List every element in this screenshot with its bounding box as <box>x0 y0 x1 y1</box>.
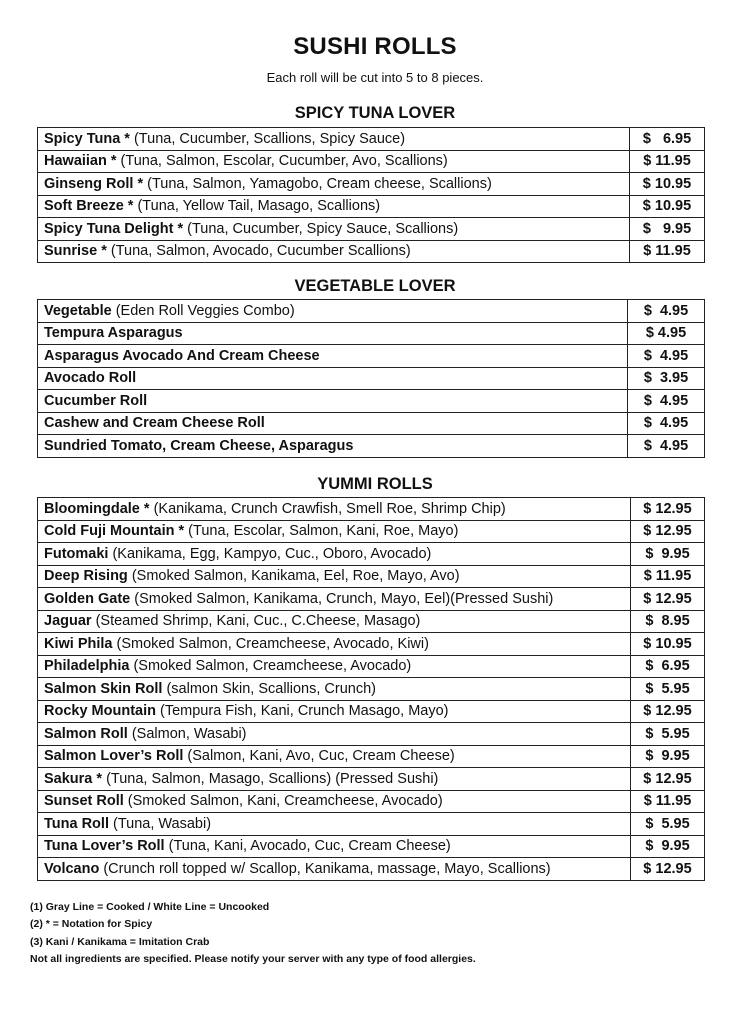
menu-item-ingredients: (Smoked Salmon, Creamcheese, Avocado) <box>129 658 412 675</box>
menu-item-name: Futomaki <box>44 545 109 562</box>
menu-item-ingredients: (Smoked Salmon, Kani, Creamcheese, Avocado) <box>123 793 443 810</box>
menu-item-row <box>38 390 705 413</box>
menu-item-price: $ 11.95 <box>631 565 705 588</box>
menu-item-ingredients: (Smoked Salmon, Creamcheese, Avocado, Kiwi) <box>112 635 429 652</box>
menu-item-price: $ 11.95 <box>630 240 705 263</box>
menu-item-row <box>38 412 705 435</box>
menu-item-price: $ 12.95 <box>631 498 705 521</box>
menu-item-row <box>38 322 705 345</box>
menu-item-row <box>38 790 705 813</box>
menu-item-row <box>38 128 705 151</box>
menu-item-price: $ 10.95 <box>630 195 705 218</box>
menu-item-price: $ 10.95 <box>630 173 705 196</box>
menu-item-price: $ 12.95 <box>631 700 705 723</box>
menu-table-vegetable-lover <box>37 299 705 458</box>
menu-item-name: Jaguar <box>44 613 92 630</box>
menu-item-description-cell <box>38 240 630 263</box>
menu-item-row <box>38 435 705 458</box>
menu-item-name: Avocado Roll <box>44 370 137 387</box>
menu-item-price: $ 5.95 <box>631 678 705 701</box>
menu-item-row <box>38 218 705 241</box>
menu-item-ingredients: (Smoked Salmon, Kanikama, Crunch, Mayo, Eel)(Pressed Sushi) <box>130 590 554 607</box>
menu-item-price: $ 11.95 <box>630 150 705 173</box>
menu-item-description-cell <box>38 700 631 723</box>
menu-item-ingredients: (Tuna, Salmon, Masago, Scallions) (Pressed Sushi) <box>102 770 439 787</box>
menu-table-yummi-rolls <box>37 497 705 881</box>
menu-item-ingredients: (Salmon, Wasabi) <box>127 725 247 742</box>
menu-item-name: Cold Fuji Mountain * <box>44 523 185 540</box>
menu-item-price: $ 4.95 <box>628 435 705 458</box>
menu-item-row <box>38 723 705 746</box>
menu-item-name: Tempura Asparagus <box>44 325 183 342</box>
menu-item-description-cell <box>38 655 631 678</box>
menu-item-name: Salmon Skin Roll <box>44 680 163 697</box>
menu-item-row <box>38 300 705 323</box>
menu-item-description-cell <box>38 543 631 566</box>
menu-item-price: $ 9.95 <box>631 835 705 858</box>
menu-item-name: Cucumber Roll <box>44 392 148 409</box>
menu-item-name: Kiwi Phila <box>44 635 113 652</box>
menu-item-name: Salmon Roll <box>44 725 128 742</box>
menu-item-description-cell <box>38 520 631 543</box>
menu-item-description-cell <box>38 173 630 196</box>
footnote-cooked: (1) Gray Line = Cooked / White Line = Uncooked <box>30 901 270 913</box>
menu-item-description-cell <box>38 412 628 435</box>
menu-item-price: $ 4.95 <box>628 322 705 345</box>
menu-item-name: Volcano <box>44 860 100 877</box>
footnotes <box>30 899 476 968</box>
menu-item-ingredients: (Tuna, Cucumber, Spicy Sauce, Scallions) <box>183 220 459 237</box>
menu-item-name: Bloomingdale * <box>44 500 150 517</box>
menu-item-row <box>38 240 705 263</box>
menu-item-price: $ 9.95 <box>631 745 705 768</box>
menu-item-ingredients: (Crunch roll topped w/ Scallop, Kanikama, massage, Mayo, Scallions) <box>99 860 551 877</box>
menu-item-description-cell <box>38 723 631 746</box>
menu-item-price: $ 4.95 <box>628 300 705 323</box>
menu-item-description-cell <box>38 678 631 701</box>
menu-item-description-cell <box>38 745 631 768</box>
menu-item-price: $ 9.95 <box>631 543 705 566</box>
menu-item-name: Golden Gate <box>44 590 131 607</box>
menu-table-spicy-tuna-lover <box>37 127 705 263</box>
menu-item-ingredients: (Tuna, Escolar, Salmon, Kani, Roe, Mayo) <box>184 523 459 540</box>
menu-item-row <box>38 700 705 723</box>
menu-item-ingredients: (Tuna, Salmon, Avocado, Cucumber Scallions) <box>106 243 411 260</box>
menu-item-name: Soft Breeze * <box>44 198 134 215</box>
menu-item-ingredients: (Smoked Salmon, Kanikama, Eel, Roe, Mayo, Avo) <box>127 568 460 585</box>
menu-item-description-cell <box>38 300 628 323</box>
menu-item-description-cell <box>38 128 630 151</box>
menu-item-description-cell <box>38 367 628 390</box>
menu-item-price: $ 3.95 <box>628 367 705 390</box>
menu-item-row <box>38 150 705 173</box>
menu-item-price: $ 4.95 <box>628 345 705 368</box>
menu-item-name: Philadelphia <box>44 658 130 675</box>
menu-item-ingredients: (Tuna, Yellow Tail, Masago, Scallions) <box>133 198 381 215</box>
menu-item-ingredients: (salmon Skin, Scallions, Crunch) <box>162 680 376 697</box>
menu-item-ingredients: (Tuna, Salmon, Escolar, Cucumber, Avo, Scallions) <box>116 153 448 170</box>
menu-item-price: $ 12.95 <box>631 588 705 611</box>
menu-item-ingredients: (Tuna, Salmon, Yamagobo, Cream cheese, Scallions) <box>143 175 492 192</box>
menu-item-price: $ 4.95 <box>628 390 705 413</box>
menu-item-price: $ 5.95 <box>631 813 705 836</box>
menu-item-ingredients: (Tuna, Kani, Avocado, Cuc, Cream Cheese) <box>164 838 451 855</box>
menu-item-ingredients: (Tuna, Cucumber, Scallions, Spicy Sauce) <box>129 130 406 147</box>
menu-item-row <box>38 813 705 836</box>
menu-item-row <box>38 588 705 611</box>
menu-item-row <box>38 678 705 701</box>
menu-item-name: Ginseng Roll * <box>44 175 144 192</box>
menu-item-row <box>38 543 705 566</box>
menu-item-ingredients: (Steamed Shrimp, Kani, Cuc., C.Cheese, Masago) <box>91 613 421 630</box>
menu-item-description-cell <box>38 322 628 345</box>
menu-item-description-cell <box>38 195 630 218</box>
menu-item-name: Sunrise * <box>44 243 107 260</box>
menu-item-ingredients: (Kanikama, Crunch Crawfish, Smell Roe, Shrimp Chip) <box>149 500 506 517</box>
menu-item-ingredients: (Tempura Fish, Kani, Crunch Masago, Mayo) <box>155 703 449 720</box>
menu-item-price: $ 6.95 <box>630 128 705 151</box>
menu-item-name: Hawaiian * <box>44 153 117 170</box>
menu-item-row <box>38 345 705 368</box>
menu-item-price: $ 5.95 <box>631 723 705 746</box>
menu-item-name: Spicy Tuna Delight * <box>44 220 184 237</box>
section-title-yummi-rolls: YUMMI ROLLS <box>317 475 433 493</box>
menu-item-price: $ 4.95 <box>628 412 705 435</box>
menu-item-ingredients: (Kanikama, Egg, Kampyo, Cuc., Oboro, Avocado) <box>108 545 432 562</box>
menu-item-row <box>38 610 705 633</box>
footnote-kani: (3) Kani / Kanikama = Imitation Crab <box>30 935 210 948</box>
menu-item-name: Sunset Roll <box>44 793 124 810</box>
menu-item-row <box>38 633 705 656</box>
menu-item-price: $ 8.95 <box>631 610 705 633</box>
menu-item-price: $ 11.95 <box>631 790 705 813</box>
menu-item-name: Vegetable <box>44 302 112 319</box>
menu-item-description-cell <box>38 218 630 241</box>
menu-item-description-cell <box>38 790 631 813</box>
menu-item-name: Sundried Tomato, Cream Cheese, Asparagus <box>44 437 354 454</box>
menu-item-price: $ 9.95 <box>630 218 705 241</box>
menu-item-name: Rocky Mountain <box>44 703 156 720</box>
menu-item-description-cell <box>38 610 631 633</box>
menu-item-name: Spicy Tuna * <box>44 130 130 147</box>
menu-item-price: $ 12.95 <box>631 768 705 791</box>
menu-item-description-cell <box>38 345 628 368</box>
menu-item-name: Tuna Lover’s Roll <box>44 838 165 855</box>
menu-item-name: Deep Rising <box>44 568 128 585</box>
section-title-vegetable-lover: VEGETABLE LOVER <box>294 277 456 295</box>
menu-item-description-cell <box>38 858 631 881</box>
footnote-spicy: (2) * = Notation for Spicy <box>30 918 153 931</box>
menu-item-name: Tuna Roll <box>44 815 109 832</box>
menu-item-row <box>38 745 705 768</box>
menu-item-row <box>38 655 705 678</box>
menu-item-name: Cashew and Cream Cheese Roll <box>44 415 265 432</box>
menu-item-name: Salmon Lover’s Roll <box>44 748 184 765</box>
menu-item-description-cell <box>38 588 631 611</box>
section-title-spicy-tuna-lover: SPICY TUNA LOVER <box>294 104 456 122</box>
page-title: SUSHI ROLLS <box>293 33 457 60</box>
menu-item-ingredients: (Eden Roll Veggies Combo) <box>111 302 295 319</box>
menu-item-description-cell <box>38 435 628 458</box>
menu-item-row <box>38 367 705 390</box>
menu-item-row <box>38 768 705 791</box>
menu-item-description-cell <box>38 633 631 656</box>
menu-item-name: Sakura * <box>44 770 103 787</box>
menu-item-ingredients: (Salmon, Kani, Avo, Cuc, Cream Cheese) <box>183 748 455 765</box>
menu-item-row <box>38 858 705 881</box>
menu-item-description-cell <box>38 835 631 858</box>
menu-item-row <box>38 173 705 196</box>
menu-item-row <box>38 498 705 521</box>
menu-item-ingredients: (Tuna, Wasabi) <box>108 815 212 832</box>
menu-item-description-cell <box>38 498 631 521</box>
menu-item-price: $ 12.95 <box>631 858 705 881</box>
menu-item-description-cell <box>38 565 631 588</box>
menu-item-row <box>38 195 705 218</box>
menu-item-row <box>38 565 705 588</box>
menu-item-price: $ 12.95 <box>631 520 705 543</box>
menu-item-description-cell <box>38 390 628 413</box>
menu-item-description-cell <box>38 768 631 791</box>
menu-item-description-cell <box>38 150 630 173</box>
menu-item-price: $ 6.95 <box>631 655 705 678</box>
page-subtitle: Each roll will be cut into 5 to 8 pieces. <box>266 70 484 85</box>
menu-item-description-cell <box>38 813 631 836</box>
footnote-allergies: Not all ingredients are specified. Please notify your server with any type of food allergies. <box>30 952 476 965</box>
menu-item-name: Asparagus Avocado And Cream Cheese <box>44 347 320 364</box>
menu-item-row <box>38 835 705 858</box>
menu-item-price: $ 10.95 <box>631 633 705 656</box>
menu-item-row <box>38 520 705 543</box>
